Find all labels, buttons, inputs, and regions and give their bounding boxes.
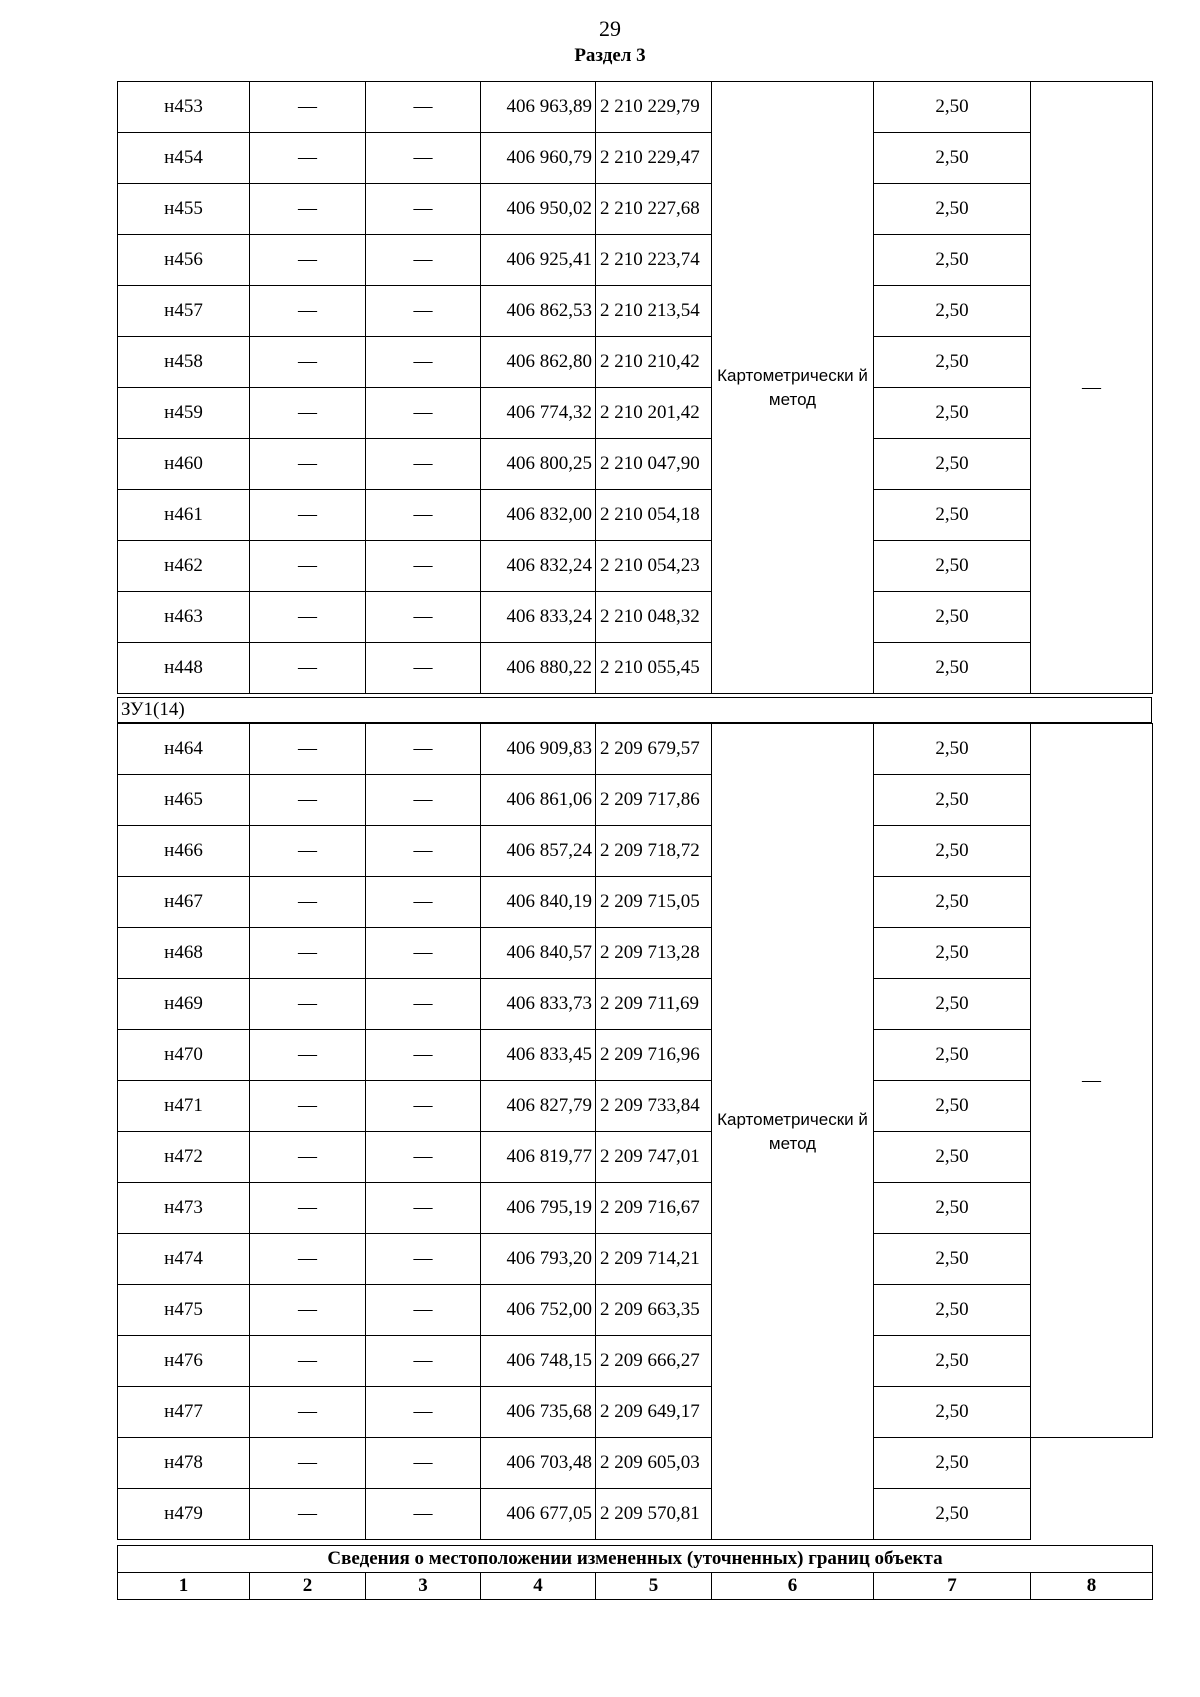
point-number: н469 (118, 979, 250, 1030)
determination-method: Картометрически й метод (712, 82, 874, 694)
coordinates-table-block-2 (117, 723, 1153, 1540)
coord-y-old: — (366, 235, 481, 286)
table-row (118, 775, 1153, 826)
accuracy-value: 2,50 (874, 388, 1031, 439)
accuracy-value: 2,50 (874, 643, 1031, 694)
page-number: 29 (599, 16, 621, 41)
coord-y-new: 2 209 716,67 (596, 1183, 712, 1234)
table-row (118, 1387, 1153, 1438)
accuracy-value: 2,50 (874, 1183, 1031, 1234)
accuracy-value: 2,50 (874, 1234, 1031, 1285)
point-number: н464 (118, 724, 250, 775)
coord-y-old: — (366, 1285, 481, 1336)
coord-y-new: 2 209 714,21 (596, 1234, 712, 1285)
coord-x-new: 406 832,24 (481, 541, 596, 592)
table-row (118, 439, 1153, 490)
column-number: 1 (118, 1573, 250, 1600)
column-number: 7 (874, 1573, 1031, 1600)
coord-x-new: 406 963,89 (481, 82, 596, 133)
point-number: н465 (118, 775, 250, 826)
point-number: н474 (118, 1234, 250, 1285)
accuracy-value: 2,50 (874, 439, 1031, 490)
coord-y-new: 2 209 679,57 (596, 724, 712, 775)
point-number: н454 (118, 133, 250, 184)
table-row (118, 1030, 1153, 1081)
accuracy-value: 2,50 (874, 1285, 1031, 1336)
column-number: 5 (596, 1573, 712, 1600)
column-number: 2 (250, 1573, 366, 1600)
point-number: н468 (118, 928, 250, 979)
coord-y-old: — (366, 439, 481, 490)
coord-x-new: 406 748,15 (481, 1336, 596, 1387)
coord-y-new: 2 209 716,96 (596, 1030, 712, 1081)
accuracy-value: 2,50 (874, 337, 1031, 388)
accuracy-value: 2,50 (874, 235, 1031, 286)
coord-x-old: — (250, 337, 366, 388)
coord-x-new: 406 833,24 (481, 592, 596, 643)
coord-x-new: 406 793,20 (481, 1234, 596, 1285)
coord-x-old: — (250, 286, 366, 337)
table-row (118, 184, 1153, 235)
point-number: н478 (118, 1438, 250, 1489)
accuracy-value: 2,50 (874, 592, 1031, 643)
point-number: н463 (118, 592, 250, 643)
coord-y-old: — (366, 643, 481, 694)
point-number: н455 (118, 184, 250, 235)
coord-y-new: 2 210 047,90 (596, 439, 712, 490)
coord-y-new: 2 209 733,84 (596, 1081, 712, 1132)
column-number: 6 (712, 1573, 874, 1600)
coord-x-new: 406 861,06 (481, 775, 596, 826)
coord-y-old: — (366, 1387, 481, 1438)
coord-y-new: 2 210 229,47 (596, 133, 712, 184)
section-title: Раздел 3 (574, 45, 646, 66)
coord-y-old: — (366, 979, 481, 1030)
point-number: н458 (118, 337, 250, 388)
table-row (118, 388, 1153, 439)
coord-x-old: — (250, 979, 366, 1030)
point-number: н462 (118, 541, 250, 592)
point-number: н472 (118, 1132, 250, 1183)
coord-y-old: — (366, 775, 481, 826)
coord-x-new: 406 909,83 (481, 724, 596, 775)
accuracy-value: 2,50 (874, 1081, 1031, 1132)
table-row (118, 1081, 1153, 1132)
coord-y-old: — (366, 826, 481, 877)
coord-x-old: — (250, 1081, 366, 1132)
coord-x-new: 406 862,53 (481, 286, 596, 337)
point-number: н471 (118, 1081, 250, 1132)
coord-x-old: — (250, 133, 366, 184)
coord-x-old: — (250, 541, 366, 592)
coord-y-old: — (366, 337, 481, 388)
col8-value: — (1031, 724, 1153, 1438)
coord-x-old: — (250, 1285, 366, 1336)
coord-x-old: — (250, 1132, 366, 1183)
coord-y-new: 2 210 054,18 (596, 490, 712, 541)
coord-x-new: 406 800,25 (481, 439, 596, 490)
coord-y-new: 2 209 718,72 (596, 826, 712, 877)
footer-table (117, 1545, 1153, 1600)
table-row (118, 1489, 1153, 1540)
coord-y-new: 2 210 055,45 (596, 643, 712, 694)
coord-x-old: — (250, 439, 366, 490)
coord-y-new: 2 209 666,27 (596, 1336, 712, 1387)
coord-y-old: — (366, 490, 481, 541)
coord-y-old: — (366, 724, 481, 775)
column-number: 8 (1031, 1573, 1153, 1600)
coord-y-new: 2 209 711,69 (596, 979, 712, 1030)
point-number: н461 (118, 490, 250, 541)
coord-y-new: 2 209 570,81 (596, 1489, 712, 1540)
coord-x-new: 406 833,73 (481, 979, 596, 1030)
point-number: н460 (118, 439, 250, 490)
footer-title: Сведения о местоположении измененных (уточненных) границ объекта (118, 1546, 1153, 1573)
coordinates-table (117, 81, 1153, 694)
coord-x-new: 406 840,19 (481, 877, 596, 928)
accuracy-value: 2,50 (874, 724, 1031, 775)
point-number: н475 (118, 1285, 250, 1336)
coord-y-old: — (366, 1234, 481, 1285)
coord-y-old: — (366, 1336, 481, 1387)
column-number: 4 (481, 1573, 596, 1600)
table-row (118, 133, 1153, 184)
accuracy-value: 2,50 (874, 1030, 1031, 1081)
coord-y-new: 2 210 054,23 (596, 541, 712, 592)
coord-y-old: — (366, 184, 481, 235)
point-number: н467 (118, 877, 250, 928)
coord-x-old: — (250, 490, 366, 541)
table-row (118, 877, 1153, 928)
coord-x-old: — (250, 1387, 366, 1438)
coord-x-old: — (250, 1438, 366, 1489)
coord-y-new: 2 209 649,17 (596, 1387, 712, 1438)
coord-y-old: — (366, 1183, 481, 1234)
empty-cell (1031, 1438, 1153, 1540)
coord-x-new: 406 774,32 (481, 388, 596, 439)
coord-x-new: 406 735,68 (481, 1387, 596, 1438)
coord-y-old: — (366, 388, 481, 439)
coord-x-old: — (250, 82, 366, 133)
point-number: н453 (118, 82, 250, 133)
accuracy-value: 2,50 (874, 928, 1031, 979)
accuracy-value: 2,50 (874, 1387, 1031, 1438)
coord-x-new: 406 880,22 (481, 643, 596, 694)
coord-y-old: — (366, 877, 481, 928)
accuracy-value: 2,50 (874, 1438, 1031, 1489)
coord-x-new: 406 832,00 (481, 490, 596, 541)
accuracy-value: 2,50 (874, 1132, 1031, 1183)
coord-y-new: 2 210 048,32 (596, 592, 712, 643)
table-row (118, 337, 1153, 388)
coord-x-new: 406 950,02 (481, 184, 596, 235)
point-number: н466 (118, 826, 250, 877)
coord-x-new: 406 857,24 (481, 826, 596, 877)
coord-y-new: 2 210 213,54 (596, 286, 712, 337)
coord-y-new: 2 210 227,68 (596, 184, 712, 235)
coord-x-old: — (250, 826, 366, 877)
land-plot-label: ЗУ1(14) (117, 697, 1152, 723)
point-number: н479 (118, 1489, 250, 1540)
table-row (118, 928, 1153, 979)
table-row (118, 1132, 1153, 1183)
coord-x-new: 406 827,79 (481, 1081, 596, 1132)
coord-x-old: — (250, 592, 366, 643)
coord-x-new: 406 677,05 (481, 1489, 596, 1540)
coord-y-old: — (366, 1438, 481, 1489)
point-number: н459 (118, 388, 250, 439)
coord-x-new: 406 752,00 (481, 1285, 596, 1336)
coord-y-old: — (366, 1489, 481, 1540)
point-number: н476 (118, 1336, 250, 1387)
coord-y-new: 2 209 663,35 (596, 1285, 712, 1336)
coord-x-old: — (250, 1183, 366, 1234)
coord-x-old: — (250, 724, 366, 775)
coordinates-table (117, 723, 1153, 1540)
coord-y-old: — (366, 133, 481, 184)
accuracy-value: 2,50 (874, 541, 1031, 592)
coord-x-new: 406 795,19 (481, 1183, 596, 1234)
accuracy-value: 2,50 (874, 979, 1031, 1030)
accuracy-value: 2,50 (874, 826, 1031, 877)
coord-y-old: — (366, 82, 481, 133)
coord-y-old: — (366, 286, 481, 337)
coord-y-new: 2 210 223,74 (596, 235, 712, 286)
accuracy-value: 2,50 (874, 184, 1031, 235)
table-row (118, 1438, 1153, 1489)
point-number: н477 (118, 1387, 250, 1438)
coord-y-new: 2 209 747,01 (596, 1132, 712, 1183)
table-row (118, 724, 1153, 775)
coord-y-new: 2 209 717,86 (596, 775, 712, 826)
table-row (118, 1183, 1153, 1234)
coord-x-old: — (250, 928, 366, 979)
coord-x-new: 406 840,57 (481, 928, 596, 979)
coord-y-new: 2 210 229,79 (596, 82, 712, 133)
coord-y-old: — (366, 592, 481, 643)
coord-x-old: — (250, 1489, 366, 1540)
coord-y-new: 2 210 201,42 (596, 388, 712, 439)
determination-method: Картометрически й метод (712, 724, 874, 1540)
table-row (118, 592, 1153, 643)
coord-x-new: 406 862,80 (481, 337, 596, 388)
coord-y-old: — (366, 541, 481, 592)
point-number: н448 (118, 643, 250, 694)
coord-x-old: — (250, 775, 366, 826)
coord-x-new: 406 960,79 (481, 133, 596, 184)
coord-x-old: — (250, 184, 366, 235)
coord-y-new: 2 209 713,28 (596, 928, 712, 979)
accuracy-value: 2,50 (874, 490, 1031, 541)
table-row (118, 286, 1153, 337)
coord-x-old: — (250, 1336, 366, 1387)
coord-y-old: — (366, 1081, 481, 1132)
table-row (118, 1285, 1153, 1336)
accuracy-value: 2,50 (874, 286, 1031, 337)
coordinates-table-block-1 (117, 81, 1153, 694)
point-number: н470 (118, 1030, 250, 1081)
accuracy-value: 2,50 (874, 775, 1031, 826)
coord-x-old: — (250, 643, 366, 694)
table-row (118, 235, 1153, 286)
accuracy-value: 2,50 (874, 877, 1031, 928)
col8-value: — (1031, 82, 1153, 694)
coord-x-old: — (250, 1234, 366, 1285)
coord-x-old: — (250, 388, 366, 439)
table-row (118, 1234, 1153, 1285)
point-number: н456 (118, 235, 250, 286)
coord-x-old: — (250, 235, 366, 286)
table-row (118, 490, 1153, 541)
table-row (118, 643, 1153, 694)
table-row (118, 541, 1153, 592)
column-number: 3 (366, 1573, 481, 1600)
coord-y-new: 2 209 605,03 (596, 1438, 712, 1489)
coord-y-old: — (366, 1132, 481, 1183)
accuracy-value: 2,50 (874, 133, 1031, 184)
point-number: н473 (118, 1183, 250, 1234)
table-row (118, 82, 1153, 133)
coord-x-new: 406 819,77 (481, 1132, 596, 1183)
accuracy-value: 2,50 (874, 82, 1031, 133)
coord-y-new: 2 210 210,42 (596, 337, 712, 388)
coord-x-new: 406 833,45 (481, 1030, 596, 1081)
coord-x-new: 406 703,48 (481, 1438, 596, 1489)
table-row (118, 826, 1153, 877)
table-row (118, 1336, 1153, 1387)
coord-x-old: — (250, 877, 366, 928)
coord-x-old: — (250, 1030, 366, 1081)
accuracy-value: 2,50 (874, 1489, 1031, 1540)
accuracy-value: 2,50 (874, 1336, 1031, 1387)
point-number: н457 (118, 286, 250, 337)
coord-y-old: — (366, 928, 481, 979)
table-row (118, 979, 1153, 1030)
coord-y-old: — (366, 1030, 481, 1081)
coord-y-new: 2 209 715,05 (596, 877, 712, 928)
coord-x-new: 406 925,41 (481, 235, 596, 286)
